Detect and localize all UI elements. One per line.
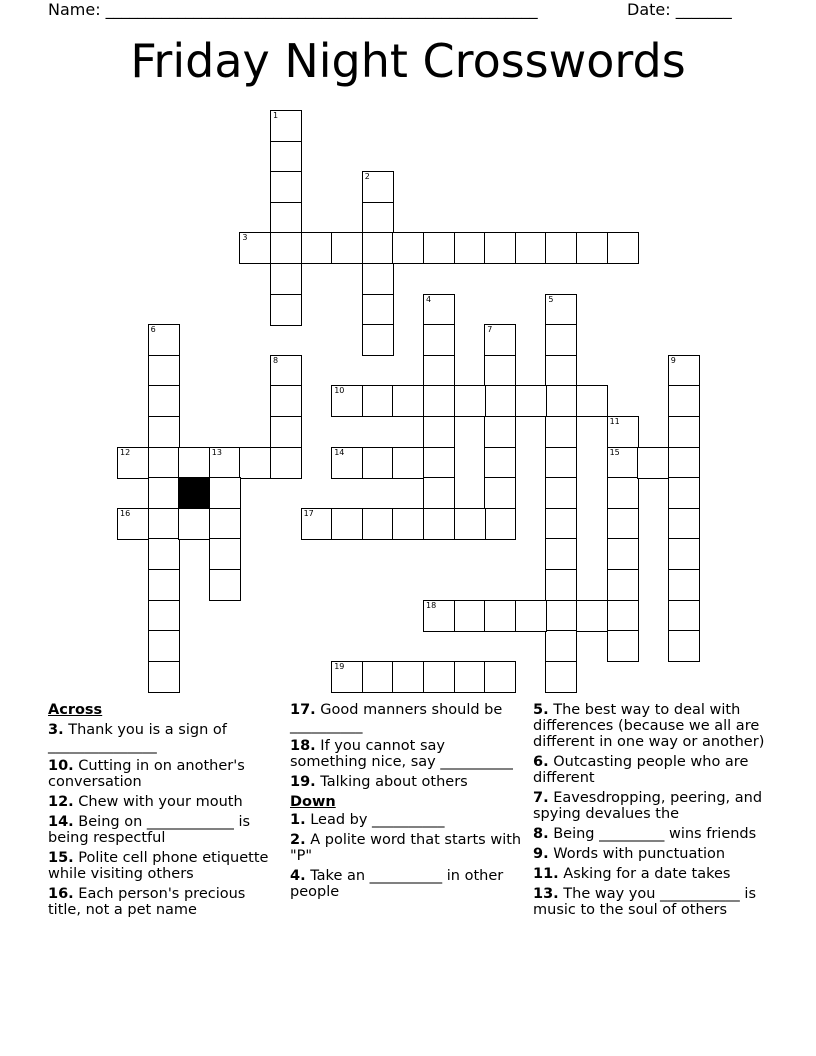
grid-cell[interactable] [484, 385, 516, 417]
grid-cell[interactable] [362, 324, 394, 356]
grid-cell[interactable] [423, 416, 455, 448]
clue-text: Take an __________ in other people [290, 868, 504, 900]
clue-number: 11 [609, 417, 620, 426]
grid-cell[interactable] [545, 447, 577, 479]
grid-cell[interactable] [148, 661, 180, 693]
grid-cell[interactable] [148, 385, 180, 417]
clue-number: 10 [334, 386, 345, 396]
grid-cell[interactable] [423, 661, 455, 693]
clue-item [290, 832, 522, 864]
grid-cell[interactable] [362, 202, 394, 234]
clue-number: 18. [290, 738, 316, 754]
clue-number: 9 [670, 355, 676, 365]
grid-cell[interactable] [668, 355, 700, 387]
grid-cell[interactable] [392, 508, 424, 540]
grid-cell[interactable] [576, 385, 608, 417]
clue-item [533, 702, 773, 750]
date-field-label[interactable]: Date: _______ [627, 0, 732, 19]
grid-cell[interactable] [423, 294, 455, 326]
down-heading: Down [290, 794, 336, 810]
page-title: Friday Night Crosswords [130, 34, 686, 88]
clue-text: Being _________ wins friends [548, 826, 757, 842]
grid-cell[interactable] [423, 477, 455, 509]
clue-item [533, 846, 773, 862]
clue-number: 12. [48, 794, 74, 810]
clue-text: The best way to deal with differences (because we all are different in one way or another) [533, 702, 765, 750]
clue-text: Each person's precious title, not a pet name [48, 886, 246, 918]
clue-text: Words with punctuation [548, 846, 726, 862]
clue-number: 18 [426, 600, 437, 610]
grid-cell[interactable] [423, 232, 455, 264]
grid-cell[interactable] [270, 447, 302, 479]
clue-item [290, 774, 522, 790]
grid-cell[interactable] [454, 232, 486, 264]
grid-cell[interactable] [668, 508, 700, 540]
clue-number: 7. [533, 790, 549, 806]
grid-cell[interactable] [362, 232, 394, 264]
clue-number: 2. [290, 832, 306, 848]
grid-cell[interactable] [209, 477, 241, 509]
grid-cell[interactable] [270, 202, 302, 234]
clue-text: Chew with your mouth [73, 794, 243, 810]
grid-cell[interactable] [545, 232, 577, 264]
grid-cell[interactable] [545, 416, 577, 448]
grid-cell[interactable] [607, 508, 639, 540]
grid-cell[interactable] [148, 416, 180, 448]
grid-cell[interactable] [668, 630, 700, 662]
grid-cell[interactable] [576, 232, 608, 264]
clue-number: 14 [334, 447, 345, 457]
grid-cell[interactable] [545, 324, 577, 356]
grid-cell[interactable] [607, 232, 639, 264]
grid-cell[interactable] [239, 232, 271, 264]
clue-number: 14. [48, 814, 74, 830]
grid-cell[interactable] [668, 416, 700, 448]
grid-cell[interactable] [270, 416, 302, 448]
across-heading: Across [48, 702, 103, 718]
grid-cell[interactable] [209, 447, 241, 479]
grid-cell[interactable] [117, 508, 149, 540]
grid-cell[interactable] [270, 110, 302, 142]
grid-cell[interactable] [362, 385, 394, 417]
clue-column-2 [290, 702, 522, 904]
grid-cell[interactable] [668, 538, 700, 570]
grid-cell[interactable] [423, 324, 455, 356]
clue-item [290, 738, 522, 770]
grid-cell[interactable] [331, 508, 363, 540]
grid-cell[interactable] [331, 661, 363, 693]
grid-cell[interactable] [392, 385, 424, 417]
grid-cell[interactable] [148, 600, 180, 632]
grid-cell[interactable] [668, 477, 700, 509]
grid-cell[interactable] [362, 171, 394, 203]
grid-cell[interactable] [148, 569, 180, 601]
grid-cell[interactable] [545, 538, 577, 570]
grid-cell[interactable] [668, 569, 700, 601]
grid-cell[interactable] [148, 324, 180, 356]
grid-cell[interactable] [301, 508, 333, 540]
clue-column-1 [48, 702, 280, 922]
clue-text: Eavesdropping, peering, and spying devalues the [533, 790, 763, 822]
clue-text: Cutting in on another's conversation [48, 758, 245, 790]
clue-item [48, 886, 280, 918]
grid-cell[interactable] [178, 508, 210, 540]
clue-number: 13 [211, 447, 222, 457]
grid-cell[interactable] [484, 661, 516, 693]
clue-number: 4. [290, 868, 306, 884]
clue-item [533, 826, 773, 842]
grid-cell[interactable] [545, 661, 577, 693]
clue-column-3 [533, 702, 773, 922]
clue-item [48, 850, 280, 882]
grid-cell[interactable] [607, 447, 639, 479]
clue-number: 8 [273, 355, 279, 365]
clue-number: 19 [334, 661, 345, 671]
grid-cell[interactable] [454, 661, 486, 693]
grid-cell[interactable] [545, 477, 577, 509]
grid-cell[interactable] [148, 477, 180, 509]
grid-cell[interactable] [545, 355, 577, 387]
grid-cell[interactable] [515, 232, 547, 264]
grid-cell[interactable] [484, 447, 516, 479]
clue-number: 4 [426, 294, 432, 304]
grid-cell[interactable] [423, 508, 455, 540]
clue-number: 3. [48, 722, 64, 738]
clue-item [48, 814, 280, 846]
grid-cell[interactable] [362, 508, 394, 540]
grid-cell[interactable] [423, 355, 455, 387]
grid-cell[interactable] [423, 385, 455, 417]
grid-cell[interactable] [362, 447, 394, 479]
grid-cell[interactable] [270, 141, 302, 173]
grid-cell[interactable] [239, 447, 271, 479]
grid-cell[interactable] [515, 385, 547, 417]
grid-cell[interactable] [270, 263, 302, 295]
grid-cell[interactable] [454, 385, 486, 417]
grid-cell[interactable] [545, 630, 577, 662]
clue-number: 5 [548, 294, 554, 304]
grid-cell[interactable] [454, 600, 486, 632]
clue-item [533, 754, 773, 786]
grid-cell[interactable] [270, 294, 302, 326]
clue-item [533, 790, 773, 822]
clue-text: The way you ___________ is music to the soul of others [533, 886, 757, 918]
grid-cell[interactable] [454, 508, 486, 540]
clue-number: 17. [290, 702, 316, 718]
grid-cell[interactable] [148, 355, 180, 387]
clue-text: Outcasting people who are different [533, 754, 749, 786]
clue-text: Asking for a date takes [558, 866, 731, 882]
clue-number: 16. [48, 886, 74, 902]
clue-text: Thank you is a sign of _______________ [48, 722, 227, 754]
grid-cell[interactable] [515, 600, 547, 632]
grid-cell[interactable] [362, 661, 394, 693]
grid-cell[interactable] [178, 447, 210, 479]
clue-text: A polite word that starts with "P" [290, 832, 522, 864]
grid-cell[interactable] [423, 447, 455, 479]
grid-cell[interactable] [484, 508, 516, 540]
grid-cell[interactable] [545, 385, 577, 417]
grid-cell[interactable] [270, 385, 302, 417]
clue-number: 5. [533, 702, 549, 718]
grid-cell[interactable] [423, 600, 455, 632]
grid-cell[interactable] [148, 447, 180, 479]
grid-cell[interactable] [117, 447, 149, 479]
grid-cell[interactable] [484, 477, 516, 509]
clue-number: 7 [487, 325, 493, 335]
grid-cell[interactable] [607, 630, 639, 662]
clue-number: 3 [242, 233, 248, 243]
clue-number: 1 [273, 111, 279, 120]
clue-item [290, 812, 522, 828]
grid-cell[interactable] [484, 324, 516, 356]
grid-cell[interactable] [484, 416, 516, 448]
clue-number: 1. [290, 812, 306, 828]
grid-cell[interactable] [209, 569, 241, 601]
clue-number: 17 [303, 508, 314, 518]
clue-number: 13. [533, 886, 559, 902]
clue-number: 15. [48, 850, 74, 866]
grid-cell[interactable] [209, 508, 241, 540]
clue-text: Good manners should be __________ [290, 702, 503, 734]
grid-cell[interactable] [209, 538, 241, 570]
clue-number: 15 [609, 447, 620, 457]
grid-cell[interactable] [148, 538, 180, 570]
clue-number: 11. [533, 866, 559, 882]
grid-cell[interactable] [484, 232, 516, 264]
clue-number: 9. [533, 846, 549, 862]
clue-item [48, 758, 280, 790]
clue-item [290, 702, 522, 734]
grid-cell[interactable] [607, 416, 639, 448]
grid-cell[interactable] [148, 508, 180, 540]
clue-number: 8. [533, 826, 549, 842]
grid-cell[interactable] [637, 447, 669, 479]
clue-item [290, 868, 522, 900]
grid-cell[interactable] [392, 232, 424, 264]
grid-cell[interactable] [668, 447, 700, 479]
black-cell [178, 477, 210, 509]
clue-text: If you cannot say something nice, say __________ [290, 738, 513, 770]
clue-text: Being on ____________ is being respectful [48, 814, 251, 846]
clue-text: Lead by __________ [305, 812, 445, 828]
grid-cell[interactable] [392, 447, 424, 479]
grid-cell[interactable] [607, 477, 639, 509]
grid-cell[interactable] [607, 538, 639, 570]
grid-cell[interactable] [392, 661, 424, 693]
clue-number: 12 [120, 447, 131, 457]
grid-cell[interactable] [545, 508, 577, 540]
grid-cell[interactable] [301, 232, 333, 264]
grid-cell[interactable] [270, 232, 302, 264]
grid-cell[interactable] [331, 447, 363, 479]
grid-cell[interactable] [270, 171, 302, 203]
clue-number: 10. [48, 758, 74, 774]
grid-cell[interactable] [545, 569, 577, 601]
grid-cell[interactable] [484, 600, 516, 632]
name-field-label[interactable]: Name: ______________________________________________________ [48, 0, 538, 19]
clue-text: Polite cell phone etiquette while visiting others [48, 850, 269, 882]
clue-item [48, 722, 280, 754]
clue-item [48, 794, 280, 810]
clue-number: 6 [150, 325, 156, 335]
grid-cell[interactable] [607, 569, 639, 601]
clue-item [533, 886, 773, 918]
grid-cell[interactable] [545, 294, 577, 326]
clue-number: 6. [533, 754, 549, 770]
grid-cell[interactable] [668, 600, 700, 632]
grid-cell[interactable] [148, 630, 180, 662]
clue-number: 19. [290, 774, 316, 790]
clue-number: 16 [120, 508, 131, 518]
grid-cell[interactable] [607, 600, 639, 632]
clue-number: 2 [364, 172, 370, 182]
clue-text: Talking about others [315, 774, 468, 790]
grid-cell[interactable] [668, 385, 700, 417]
grid-cell[interactable] [484, 355, 516, 387]
grid-cell[interactable] [270, 355, 302, 387]
grid-cell[interactable] [362, 263, 394, 295]
clue-item [533, 866, 773, 882]
grid-cell[interactable] [331, 385, 363, 417]
grid-cell[interactable] [362, 294, 394, 326]
grid-cell[interactable] [331, 232, 363, 264]
grid-cell[interactable] [576, 600, 608, 632]
grid-cell[interactable] [545, 600, 577, 632]
